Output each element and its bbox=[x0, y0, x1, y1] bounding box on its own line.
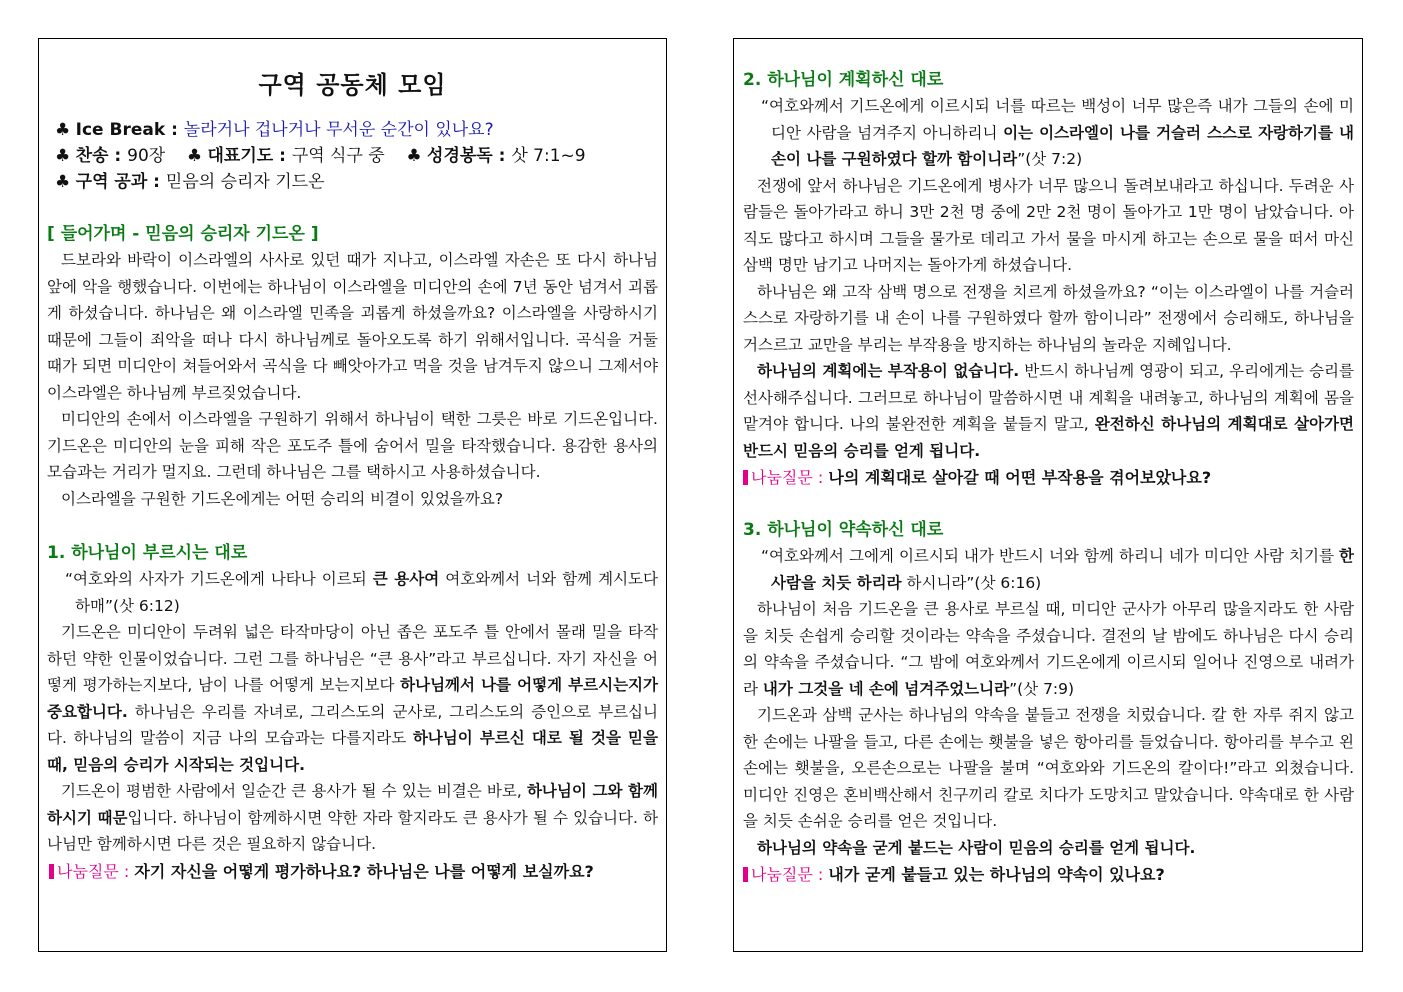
club-icon: ♣ bbox=[186, 146, 203, 166]
page-title: 구역 공동체 모임 bbox=[258, 71, 447, 99]
section-3-quote: “여호와께서 그에게 이르시되 내가 반드시 너와 함께 하리니 네가 미디안 사람 치기를 한 사람을 치듯 하리라 하시니라”(삿 6:16) bbox=[761, 547, 1354, 592]
club-icon: ♣ bbox=[55, 172, 71, 192]
marker-icon bbox=[743, 867, 748, 882]
marker-icon bbox=[743, 470, 748, 485]
lesson-line bbox=[55, 169, 658, 195]
share-label: 나눔질문 : bbox=[751, 865, 829, 884]
intro-paragraph-3: 이스라엘을 구원한 기드온에게는 어떤 승리의 비결이 있었을까요? bbox=[61, 489, 504, 508]
left-page bbox=[38, 38, 667, 952]
share-question: 나의 계획대로 살아갈 때 어떤 부작용을 겪어보았나요? bbox=[828, 468, 1212, 487]
share-label: 나눔질문 : bbox=[751, 468, 829, 487]
section-2-paragraph-1: 전쟁에 앞서 하나님은 기드온에게 병사가 너무 많으니 돌려보내라고 하십니다. 두려운 사람들은 돌아가라고 하니 3만 2천 명 중에 2만 2천 명이 돌아가고 1만 명이 남았습니다. 아직도 많다고 하시며 그들을 물가로 데리고 가서 물을 마시게 하고는 손으로 물을 떠서 마신 삼백 명만 남기고 나머지는 돌아가게 하셨습니다. bbox=[743, 176, 1354, 274]
scripture-label: 성경봉독 : bbox=[427, 146, 512, 166]
section-3-paragraph-2: 기드온과 삼백 군사는 하나님의 약속을 붙들고 전쟁을 치렀습니다. 칼 한 자루 쥐지 않고 한 손에는 나팔을 들고, 다른 손에는 횃불을 넣은 항아리를 들었습니다. 항아리를 부수고 왼손에는 횃불을, 오른손으로는 나팔을 불며 “여호와와 기드온의 칼이다!”라고 외쳤습니다. 미디안 진영은 혼비백산해서 친구끼리 칼로 치다가 도망치고 말았습니다. 약속대로 한 사람을 치듯 손쉬운 승리를 얻은 것입니다. bbox=[743, 706, 1354, 830]
club-icon: ♣ bbox=[55, 146, 71, 166]
right-page bbox=[733, 38, 1363, 952]
scripture-value: 삿 7:1~9 bbox=[511, 146, 586, 166]
prayer-label: 대표기도 : bbox=[207, 146, 292, 166]
hymn-label: 찬송 : bbox=[75, 146, 128, 166]
hymn-value: 90장 bbox=[127, 146, 166, 166]
section-2-heading: 2. 하나님이 계획하신 대로 bbox=[743, 70, 944, 90]
intro-paragraph-1: 드보라와 바락이 이스라엘의 사사로 있던 때가 지나고, 이스라엘 자손은 또 다시 하나님 앞에 악을 행했습니다. 이번에는 하나님이 이스라엘을 미디안의 손에 7년 동안 넘겨서 괴롭게 하셨습니다. 하나님은 왜 이스라엘 민족을 괴롭게 하셨을까요? 이스라엘을 사랑하시기 때문에 그들이 죄악을 떠나 다시 하나님께로 돌아오도록 하기 위해서입니다. 곡식을 거둘 때가 되면 미디안이 쳐들어와서 곡식을 다 빼앗아가고 먹을 것을 남겨두지 않으니 그제서야 이스라엘은 하나님께 부르짖었습니다. bbox=[47, 251, 658, 402]
section-1-quote: “여호와의 사자가 기드온에게 나타나 이르되 큰 용사여 여호와께서 너와 함께 계시도다 하매”(삿 6:12) bbox=[65, 570, 658, 615]
intro-heading: [ 들어가며 - 믿음의 승리자 기드온 ] bbox=[47, 224, 319, 244]
section-3-paragraph-3: 하나님의 약속을 굳게 붙드는 사람이 믿음의 승리를 얻게 됩니다. bbox=[757, 838, 1196, 857]
section-2-quote: “여호와께서 기드온에게 이르시되 너를 따르는 백성이 너무 많은즉 내가 그들의 손에 미디안 사람을 넘겨주지 아니하리니 이는 이스라엘이 나를 거슬러 스스로 자랑하기를 내 손이 나를 구원하였다 할까 함이니라”(삿 7:2) bbox=[761, 97, 1354, 168]
marker-icon bbox=[49, 864, 54, 879]
section-2-share-question bbox=[743, 464, 1354, 491]
icebreak-label: Ice Break : bbox=[75, 120, 184, 140]
section-3-heading: 3. 하나님이 약속하신 대로 bbox=[743, 520, 944, 540]
share-question: 자기 자신을 어떻게 평가하나요? 하나님은 나를 어떻게 보실까요? bbox=[134, 861, 594, 881]
lesson-label: 구역 공과 : bbox=[75, 172, 166, 192]
intro-paragraph-2: 미디안의 손에서 이스라엘을 구원하기 위해서 하나님이 택한 그릇은 바로 기드온입니다. 기드온은 미디안의 눈을 피해 작은 포도주 틀에 숨어서 밀을 타작했습니다. 용감한 용사의 모습과는 거리가 멀지요. 그런데 하나님은 그를 택하시고 사용하셨습니다. bbox=[47, 410, 658, 481]
club-icon: ♣ bbox=[55, 120, 71, 140]
section-1-share-question bbox=[49, 858, 658, 885]
order-line bbox=[55, 143, 658, 169]
lesson-value: 믿음의 승리자 기드온 bbox=[165, 172, 325, 192]
prayer-value: 구역 식구 중 bbox=[291, 146, 385, 166]
share-question: 내가 굳게 붙들고 있는 하나님의 약속이 있나요? bbox=[828, 865, 1165, 884]
icebreak-value: 놀라거나 겁나거나 무서운 순간이 있나요? bbox=[183, 120, 494, 140]
section-1-paragraph-2: 기드온이 평범한 사람에서 일순간 큰 용사가 될 수 있는 비결은 바로, 하나님이 그와 함께하시기 때문입니다. 하나님이 함께하시면 약한 자라 할지라도 큰 용사가 될 수 있습니다. 하나님만 함께하시면 다른 것은 필요하지 않습니다. bbox=[47, 782, 659, 853]
section-1-paragraph-1: 기드온은 미디안이 두려워 넓은 타작마당이 아닌 좁은 포도주 틀 안에서 몰래 밀을 타작하던 약한 인물이었습니다. 그런 그를 하나님은 “큰 용사”라고 부르십니다. 자기 자신을 어떻게 평가하는지보다, 남이 나를 어떻게 보는지보다 하나님께서 나를 어떻게 부르시는지가 중요합니다. 하나님은 우리를 자녀로, 그리스도의 군사로, 그리스도의 증인으로 부르십니다. 하나님의 말씀이 지금 나의 모습과는 다를지라도 하나님이 부르신 대로 될 것을 믿을 때, 믿음의 승리가 시작되는 것입니다. bbox=[47, 623, 658, 774]
meeting-info bbox=[55, 117, 658, 195]
section-2-paragraph-3: 하나님의 계획에는 부작용이 없습니다. 반드시 하나님께 영광이 되고, 우리에게는 승리를 선사해주십니다. 그러므로 하나님이 말씀하시면 내 계획을 내려놓고, 하나님의 계획에 몸을 맡겨야 합니다. 나의 불완전한 계획을 붙들지 말고, 완전하신 하나님의 계획대로 살아가면 반드시 믿음의 승리를 얻게 됩니다. bbox=[743, 362, 1355, 460]
club-icon: ♣ bbox=[406, 146, 422, 166]
section-3-share-question bbox=[743, 861, 1354, 888]
share-label: 나눔질문 : bbox=[57, 861, 135, 881]
icebreak-line bbox=[55, 117, 658, 143]
section-1-heading: 1. 하나님이 부르시는 대로 bbox=[47, 543, 248, 563]
section-3-paragraph-1: 하나님이 처음 기드온을 큰 용사로 부르실 때, 미디안 군사가 아무리 많을지라도 한 사람을 치듯 손쉽게 승리할 것이라는 약속을 주셨습니다. 결전의 날 밤에도 하나님은 다시 승리의 약속을 주셨습니다. “그 밤에 여호와께서 기드온에게 이르시되 일어나 진영으로 내려가라 내가 그것을 네 손에 넘겨주었느니라”(삿 7:9) bbox=[743, 600, 1354, 698]
section-2-paragraph-2: 하나님은 왜 고작 삼백 명으로 전쟁을 치르게 하셨을까요? “이는 이스라엘이 나를 거슬러 스스로 자랑하기를 내 손이 나를 구원하였다 할까 함이니라” 전쟁에서 승리해도, 하나님을 거스르고 교만을 부리는 부작용을 방지하는 하나님의 놀라운 지혜입니다. bbox=[743, 282, 1354, 354]
